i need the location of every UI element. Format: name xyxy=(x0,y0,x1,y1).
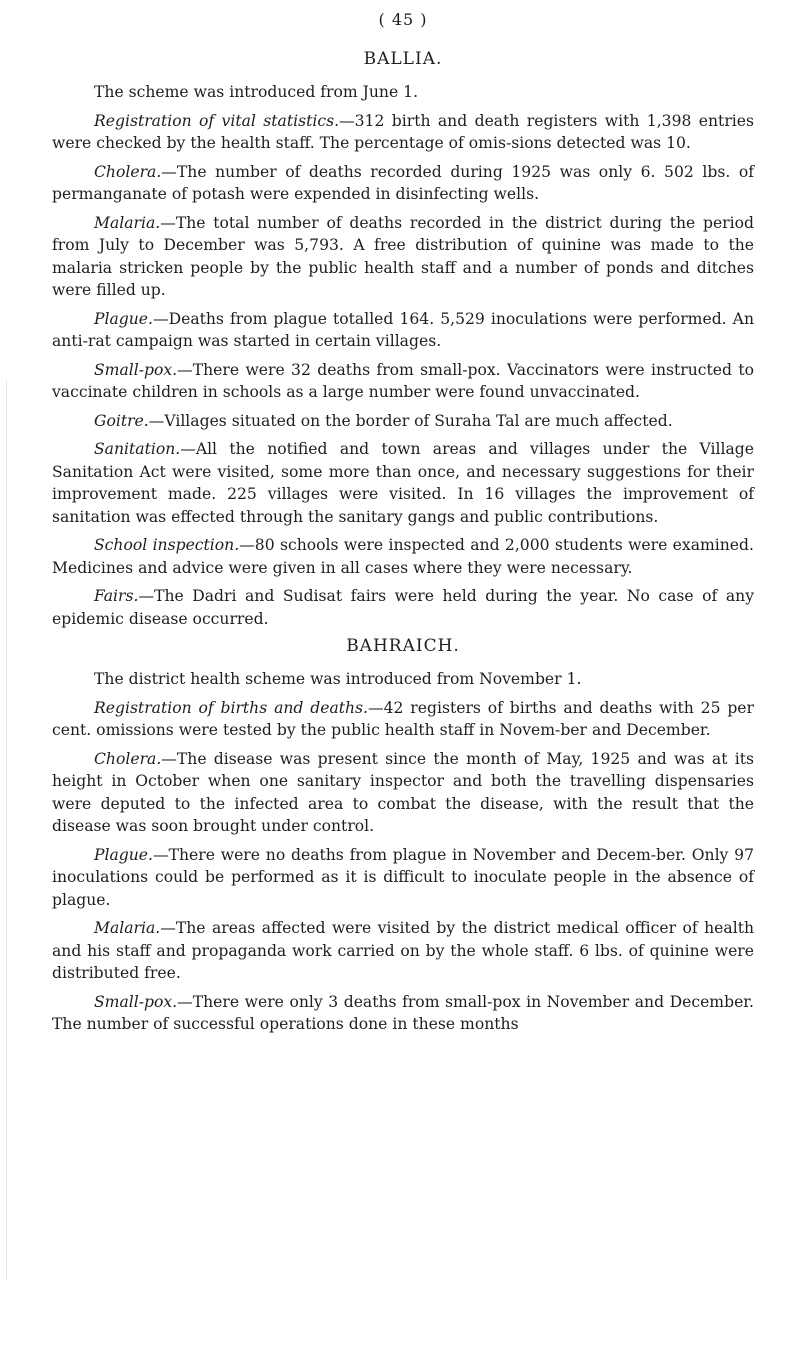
paragraph-heading: Plague. xyxy=(94,845,153,864)
paragraph: Plague.—There were no deaths from plague in November and Decem-ber. Only 97 inoculations could be performed as it is difficult to inoculate people in the absence of plague. xyxy=(52,845,754,909)
paragraph-heading: Registration of vital statistics. xyxy=(94,111,340,130)
paragraph-heading: Fairs. xyxy=(94,587,139,605)
paragraph: Goitre.—Villages situated on the border of Suraha Tal are much affected. xyxy=(94,411,673,430)
section-title: BALLIA. xyxy=(363,49,443,69)
section-bahraich xyxy=(52,636,754,1036)
section-title: BAHRAICH. xyxy=(346,636,460,656)
paragraph: Malaria.—The areas affected were visited by the district medical officer of health and his staff and propaganda work carried on by the whole staff. 6 lbs. of quinine were distributed free. xyxy=(52,919,754,982)
paragraph-heading: Registration of births and deaths. xyxy=(94,698,369,717)
paragraph-heading: Cholera. xyxy=(94,162,162,181)
page-number: ( 45 ) xyxy=(378,10,428,29)
paragraph: Small-pox.—There were 32 deaths from small-pox. Vaccinators were instructed to vaccinate children in schools as a large number were found unvaccinated. xyxy=(52,360,754,401)
paragraph-heading: School inspection. xyxy=(94,536,240,554)
paragraph-heading: Cholera. xyxy=(94,749,162,768)
paragraph: Sanitation.—All the notified and town areas and villages under the Village Sanitation Act were visited, some more than once, and necessary suggestions for their improvement made. 225 villages were visited. In 16 villages the improvement of sanitation was effected through the sanitary gangs and public contributions. xyxy=(52,440,754,526)
paragraph: Small-pox.—There were only 3 deaths from small-pox in November and December. The number of successful operations done in these months xyxy=(52,992,754,1033)
paragraph-heading: Malaria. xyxy=(94,919,161,937)
paragraph: Malaria.—The total number of deaths recorded in the district during the period from July to December was 5,793. A free distribution of quinine was made to the malaria stricken people by the public health staff and a number of ponds and ditches were filled up. xyxy=(52,213,754,299)
paragraph: Fairs.—The Dadri and Sudisat fairs were held during the year. No case of any epidemic disease occurred. xyxy=(52,587,754,628)
paragraph: School inspection.—80 schools were inspected and 2,000 students were examined. Medicines and advice were given in all cases where they were necessary. xyxy=(52,536,754,577)
paragraph: Registration of vital statistics.—312 birth and death registers with 1,398 entries were checked by the health staff. The percentage of omis-sions detected was 10. xyxy=(52,111,754,152)
paragraph-heading: Plague. xyxy=(94,309,153,328)
paragraph-heading: Goitre. xyxy=(94,411,149,430)
section-ballia xyxy=(52,49,754,630)
scan-edge-line xyxy=(6,380,7,1280)
paragraph-heading: Sanitation. xyxy=(94,440,181,458)
paragraph: Plague.—Deaths from plague totalled 164. 5,529 inoculations were performed. An anti-rat campaign was started in certain villages. xyxy=(52,309,754,350)
paragraph-heading: Small-pox. xyxy=(94,992,178,1011)
paragraph-heading: Malaria. xyxy=(94,213,161,232)
paragraph: Cholera.—The number of deaths recorded during 1925 was only 6. 502 lbs. of permanganate of potash were expended in disinfecting wells. xyxy=(52,162,754,203)
paragraph: Registration of births and deaths.—42 registers of births and deaths with 25 per cent. omissions were tested by the public health staff in Novem-ber and December. xyxy=(52,698,754,739)
paragraph: The district health scheme was introduced from November 1. xyxy=(94,670,582,688)
paragraph-heading: Small-pox. xyxy=(94,360,178,379)
paragraph: Cholera.—The disease was present since the month of May, 1925 and was at its height in October when one sanitary inspector and both the travelling dispensaries were deputed to the infected area to combat the disease, with the result that the disease was soon brought under control. xyxy=(52,749,754,835)
paragraph: The scheme was introduced from June 1. xyxy=(94,83,419,101)
